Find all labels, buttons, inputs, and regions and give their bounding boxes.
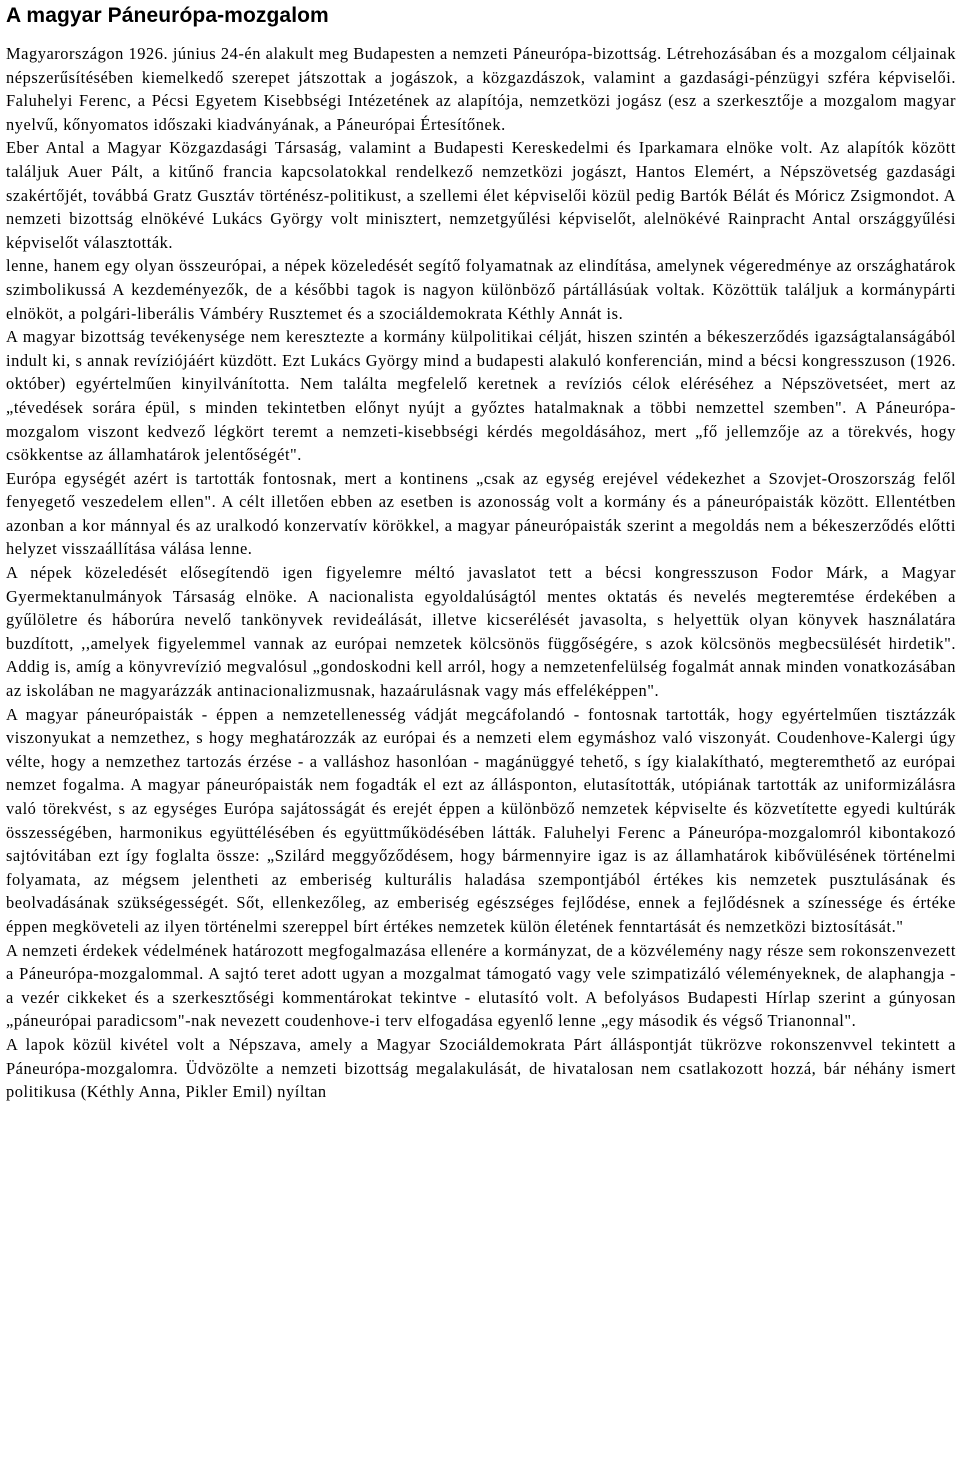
document-title: A magyar Páneurópa-mozgalom xyxy=(6,4,329,27)
paragraph-members: lenne, hanem egy olyan összeurópai, a népek közeledését segítő folyamatnak az elindítása, amelynek végeredménye az országhatárok szimbolikussá A kezdeményezők, de a későbbi tagok is nagyon különböző pártállásúak voltak. Közöttük találjuk a kormánypárti elnököt, a polgári-liberális Vámbéry Rusztemet és a szociáldemokrata Kéthly Annát is. xyxy=(6,256,956,323)
paragraph-press: A lapok közül kivétel volt a Népszava, amely a Magyar Szociáldemokrata Párt álláspontját tükrözve rokonszenvvel tekintett a Páneurópa-mozgalomra. Üdvözölte a nemzeti bizottság megalakulását, de hivatalosan nem csatlakozott hozzá, bár néhány ismert politikusa (Kéthly Anna, Pikler Emil) nyíltan xyxy=(6,1034,956,1102)
paragraph-european-unity: Európa egységét azért is tartották fontosnak, mert a kontinens „csak az egység erejével védekezhet a Szovjet-Oroszország felől fenyegető veszedelem ellen". A célt illetően ebben az esetben is azonosság volt a kormány és a páneurópaisták között. Ellentétben azonban a kor mánnyal és az uralkodó konzervatív körökkel, a magyar páneurópaisták szerint a megoldás nem a békeszerződés előtti helyzet visszaállítása válása lenne. xyxy=(6,468,956,559)
paragraph-foreign-policy: A magyar bizottság tevékenysége nem keresztezte a kormány külpolitikai célját, hiszen szintén a békeszerződés igazságtalanságából indult ki, s annak revíziójáért küzdött. Ezt Lukács György mind a budapesti alakuló konferencián, mind a bécsi kongresszuson (1926. október) egyértelműen kinyilvánította. Nem találta megfelelő keretnek a revíziós célok eléréséhez a Népszövetséet, mert az „tévedések sorára épül, s minden tekintetben előnyt nyújt a győztes hatalmaknak a többi nemzettel szemben". A Páneurópa-mozgalom viszont kedvező légkört teremt a nemzeti-kisebbségi kérdés megoldásához, mert „fő jellemzője az a törekvés, hogy csökkentse az államhatárok jelentőségét". xyxy=(6,327,956,465)
paragraph-nation-relationship: A magyar páneurópaisták - éppen a nemzetellenesség vádját megcáfolandó - fontosnak tartották, hogy egyértelműen tisztázzák viszonyukat a nemzethez, s hogy meghatározzák az európai és a nemzeti elem egymáshoz való viszonyát. Coudenhove-Kalergi úgy vélte, hogy a nemzethez tartozás érzése - a valláshoz hasonlóan - magánüggyé tehető, s így kialakítható, megteremthető az európai nemzet fogalma. A magyar páneurópaisták nem fogadták el ezt az állásponton, elutasították, utópiának tartották az uniformizálásra való törekvést, s az egységes Európa sajátosságát és erejét éppen a különböző nemzetek képviselte és közvetítette egyedi kultúrák összességében, harmonikus együttélésében és együttműködésében látták. Faluhelyi Ferenc a Páneurópa-mozgalomról kibontakozó sajtóvitában ezt így foglalta össze: „Szilárd meggyőződésem, hogy bármennyire igaz is az államhatárok kibővülésének történelmi folyamata, az mégsem jelentheti az emberiség kulturális haladása szempontjából értékes kis nemzetek pusztulásának és beolvadásának szükségességét. Sőt, ellenkezőleg, az emberiség egészséges fejlődése, ennek a fejlődésnek a színessége és értéke éppen megköveteli az ilyen történelmi szereppel bírt értékes nemzetek külön életének fenntartását és nemzetközi biztosítását." xyxy=(6,704,956,936)
paragraph-public-opinion: A nemzeti érdekek védelmének határozott megfogalmazása ellenére a kormányzat, de a közvélemény nagy része sem rokonszenvezett a Páneurópa-mozgalommal. A sajtó teret adott ugyan a mozgalmat támogató vagy vele szimpatizáló véleményeknek, de alaphangja - a vezér cikkeket és a szerkesztőségi kommentárokat tekintve - elutasító volt. A befolyásos Budapesti Hírlap szerint a gúnyosan „páneurópai paradicsom"-nak nevezett coudenhove-i terv elfogadása egyenlő lenne „egy második és végső Trianonnal". xyxy=(6,940,956,1031)
paragraph-founding: Magyarországon 1926. június 24-én alakult meg Budapesten a nemzeti Páneurópa-bizottság. Létrehozásában és a mozgalom céljainak népszerűsítésében kiemelkedő szerepet játszottak a jogászok, a közgazdászok, valamint a gazdasági-pénzügyi szféra képviselői. Faluhelyi Ferenc, a Pécsi Egyetem Kisebbségi Intézetének az alapítója, nemzetközi jogász (esz a szerkesztője a mozgalom magyar nyelvű, kőnyomatos időszaki kiadványának, a Páneurópai Értesítőnek. xyxy=(6,44,956,134)
paragraph-founders: Eber Antal a Magyar Közgazdasági Társaság, valamint a Budapesti Kereskedelmi és Iparkamara elnöke volt. Az alapítók között találjuk Auer Pált, a kitűnő francia kapcsolatokkal rendelkező nemzetközi jogászt, Hantos Elemért, a Népszövetség gazdasági szakértőjét, továbbá Gratz Gusztáv történész-politikust, a szellemi élet képviselői közül pedig Bartók Bélát és Móricz Zsigmondot. A nemzeti bizottság elnökévé Lukács György volt minisztert, nemzetgyűlési képviselőt, alelnökévé Rainpracht Antal országgyűlési képviselőt választották. xyxy=(6,138,956,252)
document-page xyxy=(6,0,956,1104)
document-body xyxy=(6,42,956,1104)
paragraph-education-proposal: A népek közeledését elősegítendö igen figyelemre méltó javaslatot tett a bécsi kongresszuson Fodor Márk, a Magyar Gyermektanulmányok Társaság elnöke. A nacionalista egyoldalúságtól mentes oktatás és nevelés megteremtése érdekében a gyűlöletre és háborúra nevelő tankönyvek revideálását, illetve kicserélését javasolta, s helyettük olyan könyvek használatára buzdított, ,,amelyek figyelemmel vannak az európai nemzetek kölcsönös függőségére, s azok kölcsönös megbecsülését hirdetik". Addig is, amíg a könyvrevízió megvalósul „gondoskodni kell arról, hogy a nemzetenfelülség fogalmát annak minden vonatkozásában az iskolában ne magyarázzák antinacionalizmusnak, hazaárulásnak vagy más effeléképpen". xyxy=(6,563,956,701)
